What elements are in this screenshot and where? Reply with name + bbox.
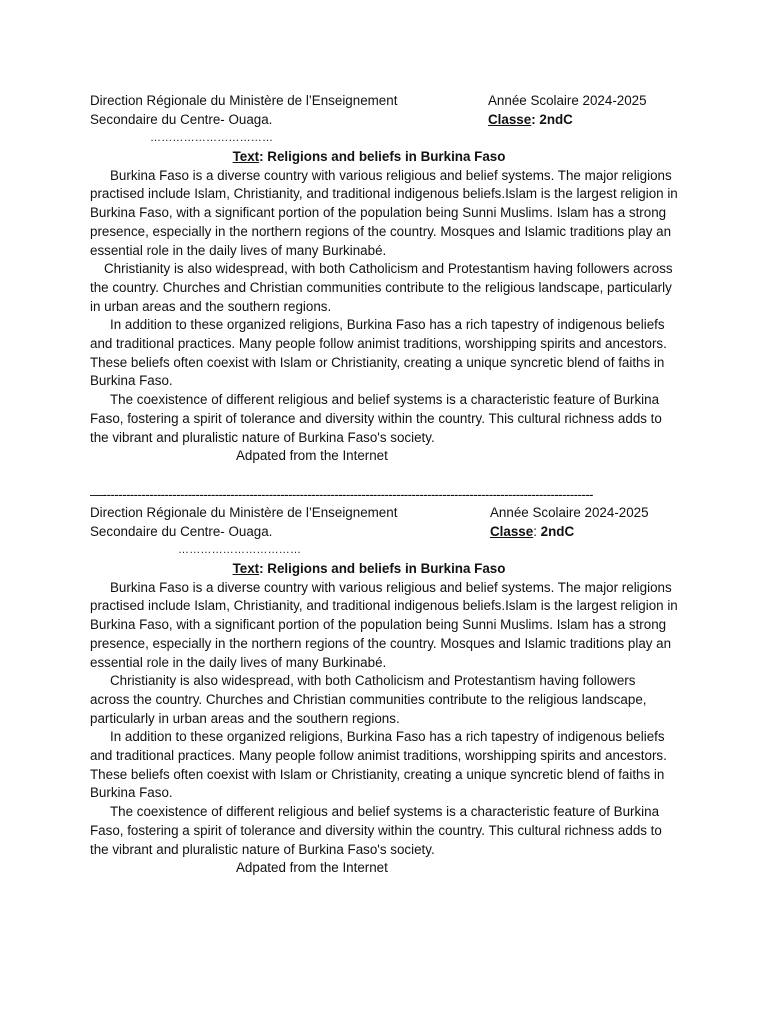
header-row-1 (90, 92, 678, 111)
ministry-line-2: Secondaire du Centre- Ouaga. (90, 111, 273, 127)
cut-divider: —------------------------------------------------------------------------------------------------------------------------------- (90, 487, 593, 502)
paragraph-indigenous: In addition to these organized religions, Burkina Faso has a rich tapestry of indigenous beliefs and traditional practices. Many people follow animist traditions, worshipping spirits and ancestors. These beliefs often coexist with Islam or Christianity, creating a unique syncretic blend of faiths in Burkina Faso. (90, 729, 667, 801)
header-row-2 (90, 111, 678, 130)
title-text: : Religions and beliefs in Burkina Faso (259, 561, 506, 577)
text-title (90, 560, 678, 579)
paragraph-coexistence: The coexistence of different religious and belief systems is a characteristic feature of Burkina Faso, fostering a spirit of tolerance and diversity within the country. This cultural richness adds to the vibrant and pluralistic nature of Burkina Faso's society. (90, 392, 662, 445)
paragraph-islam: Burkina Faso is a diverse country with various religious and belief systems. The major religions practised include Islam, Christianity, and traditional indigenous beliefs.Islam is the largest religion in Burkina Faso, with a significant portion of the population being Sunni Muslims. Islam has a strong presence, especially in the northern regions of the country. Mosques and Islamic traditions play an essential role in the daily lives of many Burkinabé. (90, 167, 678, 258)
class-label: Classe (490, 523, 534, 539)
ministry-line-1: Direction Régionale du Ministère de l’Enseignement (90, 93, 398, 108)
class-value: 2ndC (535, 111, 573, 127)
paragraph-indigenous: In addition to these organized religions, Burkina Faso has a rich tapestry of indigenous beliefs and traditional practices. Many people follow animist traditions, worshipping spirits and ancestors. These beliefs often coexist with Islam or Christianity, creating a unique syncretic blend of faiths in Burkina Faso. (90, 317, 667, 389)
header-row-2 (90, 523, 678, 542)
school-year: Année Scolaire 2024-2025 (490, 505, 649, 520)
class-label: Classe (488, 111, 532, 127)
title-label: Text (232, 149, 260, 165)
paragraph-christianity: Christianity is also widespread, with both Catholicism and Protestantism having followers across the country. Churches and Christian communities contribute to the religious landscape, particularly in urban areas and the southern regions. (90, 261, 673, 314)
name-blank-line: …………………………… (150, 132, 274, 145)
paragraph-coexistence: The coexistence of different religious and belief systems is a characteristic feature of Burkina Faso, fostering a spirit of tolerance and diversity within the country. This cultural richness adds to the vibrant and pluralistic nature of Burkina Faso's society. (90, 804, 662, 857)
source-note: Adpated from the Internet (236, 448, 388, 464)
paragraph-christianity: Christianity is also widespread, with both Catholicism and Protestantism having followers across the country. Churches and Christian communities contribute to the religious landscape, particularly in urban areas and the southern regions. (90, 673, 647, 726)
name-blank-line: …………………………… (178, 544, 302, 557)
ministry-line-2: Secondaire du Centre- Ouaga. (90, 523, 273, 539)
header-row-1 (90, 504, 678, 523)
class-separator: : (533, 523, 537, 539)
source-note: Adpated from the Internet (236, 860, 388, 876)
text-copy-1 (90, 92, 678, 466)
paragraph-islam: Burkina Faso is a diverse country with various religious and belief systems. The major religions practised include Islam, Christianity, and traditional indigenous beliefs.Islam is the largest religion in Burkina Faso, with a significant portion of the population being Sunni Muslims. Islam has a strong presence, especially in the northern regions of the country. Mosques and Islamic traditions play an essential role in the daily lives of many Burkinabé. (90, 579, 678, 670)
class-info (488, 111, 678, 130)
ministry-line-1: Direction Régionale du Ministère de l’Enseignement (90, 505, 398, 520)
school-year: Année Scolaire 2024-2025 (488, 93, 647, 108)
class-separator: : (531, 111, 536, 127)
text-copy-2 (90, 504, 678, 878)
title-text: : Religions and beliefs in Burkina Faso (259, 149, 506, 165)
text-title (90, 148, 678, 167)
class-value: 2ndC (536, 523, 575, 539)
class-info (490, 523, 678, 542)
title-label: Text (232, 561, 260, 577)
